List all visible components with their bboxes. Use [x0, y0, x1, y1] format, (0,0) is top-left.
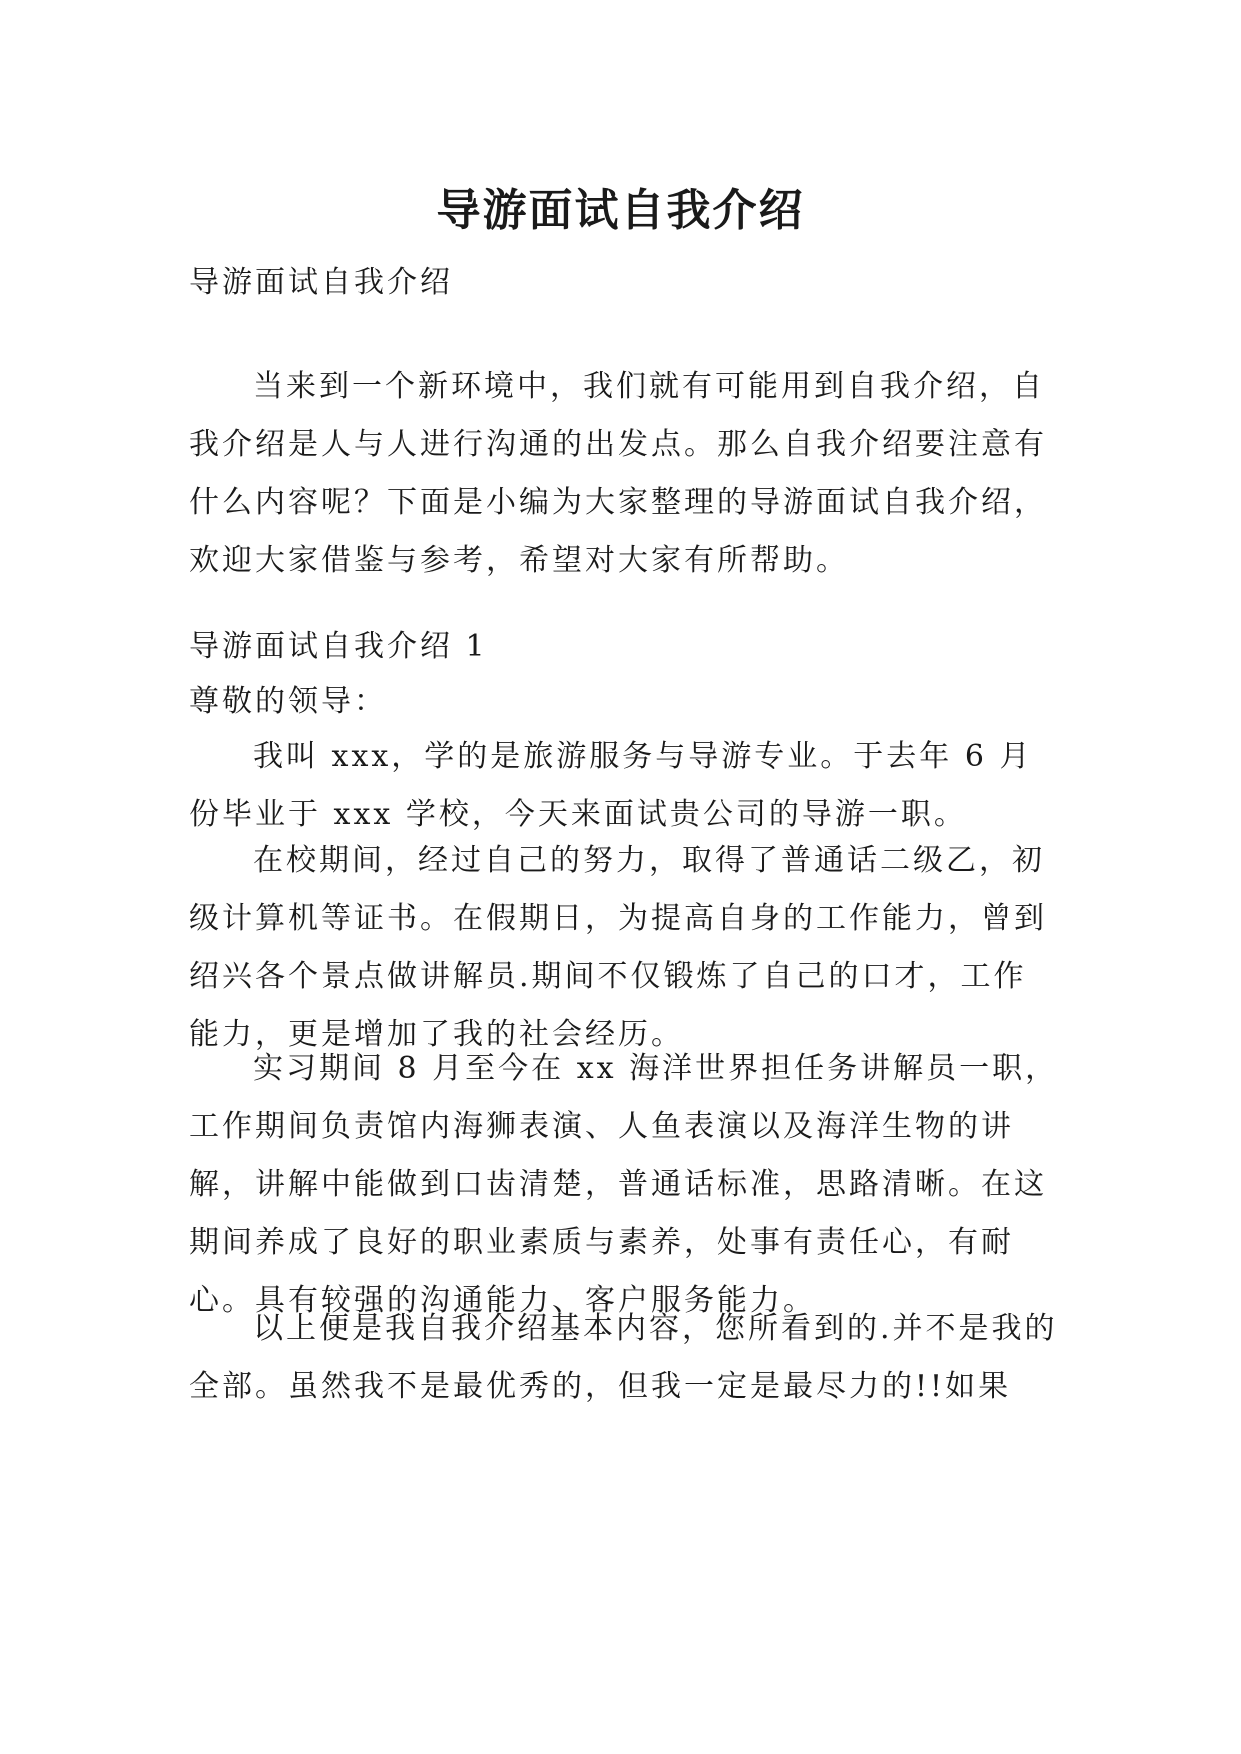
body-paragraph-4: 以上便是我自我介绍基本内容，您所看到的.并不是我的全部。虽然我不是最优秀的，但我一定是最尽力的!!如果 — [189, 1311, 1058, 1404]
intro-paragraph: 当来到一个新环境中，我们就有可能用到自我介绍，自我介绍是人与人进行沟通的出发点。那么自我介绍要注意有什么内容呢？下面是小编为大家整理的导游面试自我介绍，欢迎大家借鉴与参考，希望对大家有所帮助。 — [189, 369, 1047, 578]
document-title: 导游面试自我介绍 — [436, 185, 805, 237]
body-paragraph-1: 我叫 xxx，学的是旅游服务与导游专业。于去年 6 月份毕业于 xxx 学校，今天来面试贵公司的导游一职。 — [189, 739, 1033, 832]
body-paragraph-2: 在校期间，经过自己的努力，取得了普通话二级乙，初级计算机等证书。在假期日，为提高自身的工作能力，曾到绍兴各个景点做讲解员.期间不仅锻炼了自己的口才，工作能力，更是增加了我的社会经历。 — [189, 843, 1047, 1052]
document-subtitle: 导游面试自我介绍 — [189, 265, 453, 300]
body-paragraph-3: 实习期间 8 月至今在 xx 海洋世界担任务讲解员一职，工作期间负责馆内海狮表演、人鱼表演以及海洋生物的讲解，讲解中能做到口齿清楚，普通话标准，思路清晰。在这期间养成了良好的职业素质与素养，处事有责任心，有耐心。具有较强的沟通能力、客户服务能力。 — [189, 1051, 1059, 1318]
section-heading: 导游面试自我介绍 1 — [189, 629, 488, 664]
salutation: 尊敬的领导： — [189, 684, 387, 719]
